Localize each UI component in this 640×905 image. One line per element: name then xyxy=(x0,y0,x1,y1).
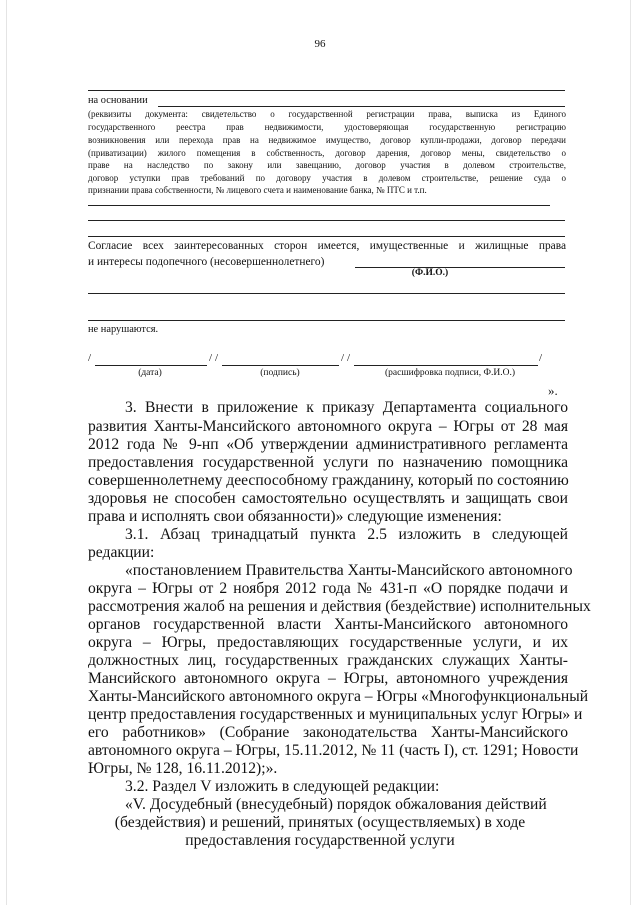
page-left-edge xyxy=(6,0,7,905)
item-3-2-line: 3.2. Раздел V изложить в следующей редакции: xyxy=(125,778,440,795)
heading-line: (бездействия) и решений, принятых (осуществляемых) в ходе xyxy=(114,814,526,831)
consent-line-2: и интересы подопечного (несовершеннолетнего) xyxy=(88,256,325,268)
paragraph-line: 3. Внести в приложение к приказу Департамента социального xyxy=(125,399,568,416)
requisites-line: договор уступки прав требований по договору участия в долевом строительстве, решение суда о xyxy=(88,173,566,183)
paragraph-line: «постановлением Правительства Ханты-Мансийского автономного xyxy=(125,562,573,579)
paragraph-line: автономного округа – Югры, 15.11.2012, № 11 (часть I), ст. 1291; Новости xyxy=(88,742,579,759)
signature-line xyxy=(222,365,339,366)
requisites-line: праве на наследство по закону или завещанию, договор участия в долевом строительстве, xyxy=(88,160,566,170)
page-right-edge xyxy=(630,0,631,905)
item-3-1-line: 3.1. Абзац тринадцатый пункта 2.5 изложить в следующей xyxy=(125,526,568,543)
not-violated-text: не нарушаются. xyxy=(88,324,159,335)
separator: / xyxy=(209,352,213,364)
fill-line xyxy=(88,90,565,91)
paragraph-line: Мансийского автономного округа – Югры, автономного учреждения xyxy=(88,670,568,687)
date-line xyxy=(95,365,207,366)
basis-label: на основании xyxy=(88,95,148,106)
paragraph-line: должностных лиц, государственных гражданских служащих Ханты- xyxy=(88,652,568,669)
paragraph-line: 2012 года № 9-нп «Об утверждении административного регламента xyxy=(88,436,568,453)
fill-line xyxy=(158,106,565,107)
fill-line xyxy=(88,293,565,294)
fill-line xyxy=(88,205,550,206)
item-3-1-line: редакции: xyxy=(88,544,155,561)
requisites-line: признании права собственности, № лицевого счета и наименование банка, № ПТС и т.п. xyxy=(88,185,427,195)
requisites-line: государственного реестра прав недвижимости, удостоверяющая государственную регистрацию xyxy=(88,122,566,132)
paragraph-line: рассмотрения жалоб на решения и действия (бездействие) исполнительных xyxy=(88,598,591,615)
quote-close: ». xyxy=(548,383,558,398)
consent-line-1: Согласие всех заинтересованных сторон имеется, имущественные и жилищные права xyxy=(88,240,566,252)
heading-line: «V. Досудебный (внесудебный) порядок обжалования действий xyxy=(125,796,547,813)
fill-line xyxy=(88,236,565,237)
requisites-line: (реквизиты документа: свидетельство о государственной регистрации права, выписка из Единого xyxy=(88,109,566,119)
paragraph-line: округа – Югры, предоставляющих государственные услуги, и их xyxy=(88,634,568,651)
date-caption: (дата) xyxy=(138,368,162,378)
decoding-caption: (расшифровка подписи, Ф.И.О.) xyxy=(384,368,516,378)
paragraph-line: Югры, № 128, 16.11.2012);». xyxy=(88,760,278,777)
paragraph-line: центр предоставления государственных и муниципальных услуг Югры» и xyxy=(88,706,583,723)
fill-line xyxy=(88,320,565,321)
decoding-line xyxy=(354,365,538,366)
paragraph-line: предоставления государственной услуги по назначению помощника xyxy=(88,454,568,471)
signature-caption: (подпись) xyxy=(260,368,300,378)
separator: / xyxy=(341,352,345,364)
paragraph-line: округа – Югры от 2 ноября 2012 года № 431-п «О порядке подачи и xyxy=(88,580,568,597)
paragraph-line: совершеннолетнему дееспособному гражданину, который по состоянию xyxy=(88,472,569,489)
fill-line xyxy=(88,220,565,221)
separator: / xyxy=(347,352,351,364)
separator: / xyxy=(88,352,92,364)
paragraph-line: здоровья не способен самостоятельно осуществлять и защищать свои xyxy=(88,490,568,507)
separator: / xyxy=(539,352,543,364)
requisites-line: (приватизации) жилого помещения в собственность, договор дарения, договор мены, свидетельство о xyxy=(88,148,566,158)
separator: / xyxy=(215,352,219,364)
requisites-line: возникновения или перехода прав на недвижимое имущество, договор купли-продажи, договор передачи xyxy=(88,135,566,145)
paragraph-line: Ханты-Мансийского автономного округа – Югры «Многофункциональный xyxy=(88,688,589,705)
paragraph-line: права и исполнять свои обязанности)» следующие изменения: xyxy=(88,508,502,525)
paragraph-line: органов государственной власти Ханты-Мансийского автономного xyxy=(88,616,568,633)
paragraph-line: развития Ханты-Мансийского автономного округа – Югры от 28 мая xyxy=(88,418,568,435)
page-number: 96 xyxy=(314,38,326,50)
fio-caption: (Ф.И.О.) xyxy=(411,268,449,278)
heading-line: предоставления государственной услуги xyxy=(185,832,455,849)
paragraph-line: его работников» (Собрание законодательства Ханты-Мансийского xyxy=(88,724,568,741)
